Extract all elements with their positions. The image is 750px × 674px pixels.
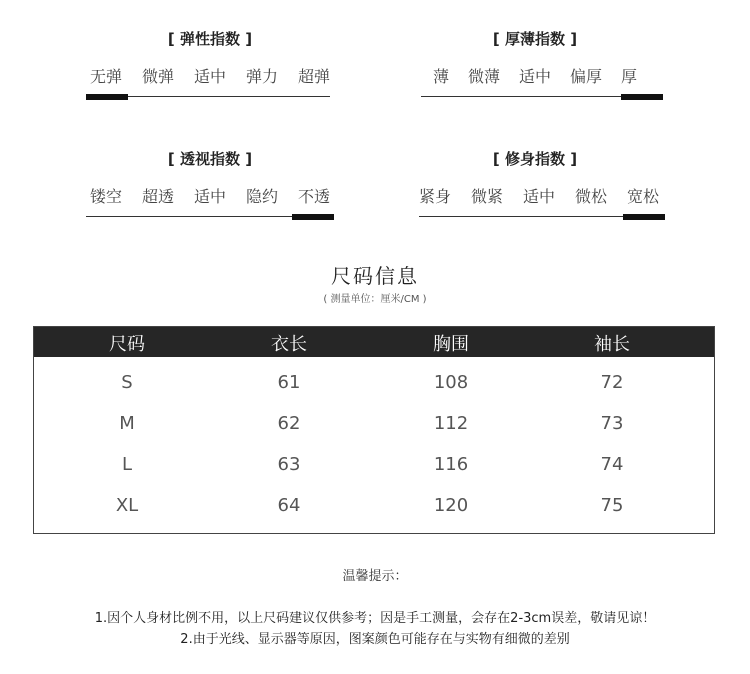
thickness-selected-marker <box>621 94 663 100</box>
fit-selected-marker <box>623 214 665 220</box>
transparency-index-title: [ 透视指数 ] <box>167 150 253 168</box>
transparency-selected-marker <box>292 214 334 220</box>
transparency-label: 不透 <box>297 187 330 206</box>
header-size: 尺码 <box>109 334 145 355</box>
elasticity-label: 微弹 <box>141 67 174 86</box>
transparency-label: 镂空 <box>90 187 123 206</box>
transparency-label: 适中 <box>193 187 226 206</box>
fit-label: 适中 <box>522 187 555 206</box>
thickness-label: 适中 <box>518 67 551 86</box>
elasticity-label: 弹力 <box>245 67 278 86</box>
cell-size: XL <box>115 495 139 516</box>
header-chest: 胸围 <box>433 334 469 355</box>
cell-chest: 108 <box>433 372 469 393</box>
fit-label: 微松 <box>574 187 607 206</box>
cell-size: M <box>119 413 135 434</box>
cell-size: S <box>121 372 133 393</box>
cell-length: 64 <box>277 495 301 516</box>
thickness-label: 偏厚 <box>569 67 602 86</box>
elasticity-selected-marker <box>86 94 128 100</box>
cell-length: 63 <box>277 454 301 475</box>
thickness-index-title: [ 厚薄指数 ] <box>492 30 578 48</box>
transparency-label: 隐约 <box>245 187 278 206</box>
size-info-unit: ( 测量单位：厘米/CM ) <box>323 294 427 305</box>
tip-line-2: 2.由于光线、显示器等原因，图案颜色可能存在与实物有细微的差别 <box>180 632 570 647</box>
tips-title: 温馨提示： <box>342 569 408 584</box>
fit-index-title: [ 修身指数 ] <box>492 150 578 168</box>
elasticity-index-title: [ 弹性指数 ] <box>167 30 253 48</box>
elasticity-label: 无弹 <box>90 67 123 86</box>
header-length: 衣长 <box>271 334 307 355</box>
cell-sleeve: 75 <box>600 495 624 516</box>
cell-size: L <box>121 454 133 475</box>
size-table-header <box>34 327 714 357</box>
cell-chest: 116 <box>433 454 469 475</box>
tip-line-1: 1.因个人身材比例不用，以上尺码建议仅供参考；因是手工测量，会存在2-3cm误差，敬请见谅！ <box>94 611 656 626</box>
size-table <box>33 326 715 534</box>
size-info-title: 尺码信息 <box>331 264 419 288</box>
header-sleeve: 袖长 <box>594 334 630 355</box>
fit-label: 紧身 <box>419 187 452 206</box>
elasticity-label: 适中 <box>193 67 226 86</box>
transparency-label: 超透 <box>141 187 174 206</box>
thickness-label: 厚 <box>620 67 637 86</box>
cell-sleeve: 73 <box>600 413 624 434</box>
cell-sleeve: 72 <box>600 372 624 393</box>
cell-sleeve: 74 <box>600 454 624 475</box>
thickness-label: 薄 <box>433 67 450 86</box>
elasticity-label: 超弹 <box>297 67 330 86</box>
thickness-label: 微薄 <box>467 67 500 86</box>
cell-chest: 112 <box>433 413 469 434</box>
fit-label: 微紧 <box>470 187 503 206</box>
cell-length: 62 <box>277 413 301 434</box>
fit-label: 宽松 <box>626 187 659 206</box>
cell-chest: 120 <box>433 495 469 516</box>
cell-length: 61 <box>277 372 301 393</box>
